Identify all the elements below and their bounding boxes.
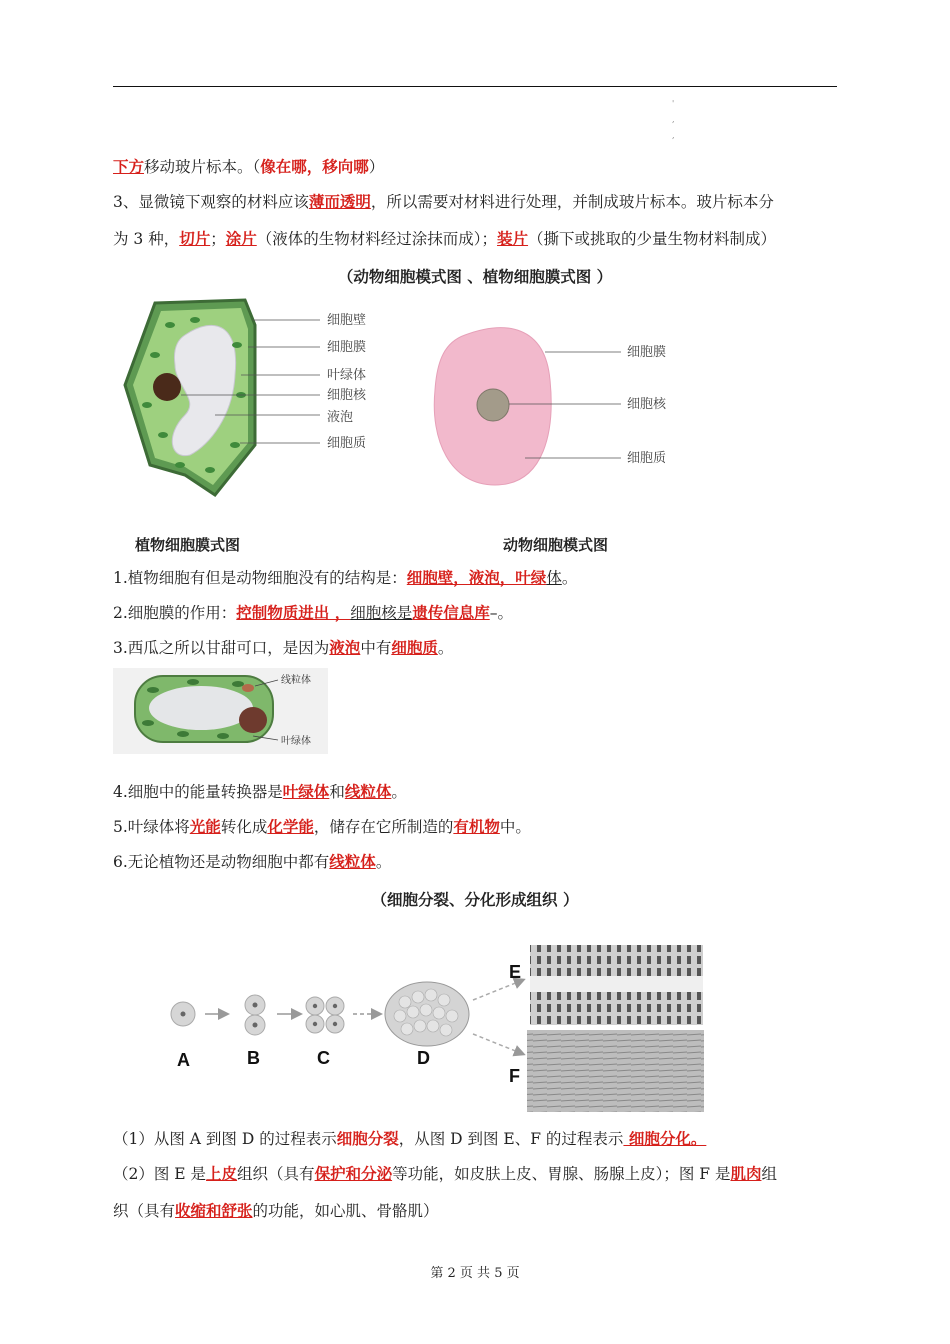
label-chloroplast-small: 叶绿体: [281, 736, 311, 747]
paragraph-1: （1）从图 A 到图 D 的过程表示细胞分裂，从图 D 到图 E、F 的过程表示 细胞分化。: [113, 1129, 707, 1148]
margin-marks: ' , ,: [672, 99, 675, 140]
question-1: 1.植物细胞有但是动物细胞没有的结构是：细胞壁，液泡，叶绿体。: [113, 568, 578, 587]
page-footer: 第 2 页 共 5 页: [430, 1266, 520, 1281]
tissue-f-image: [527, 1030, 704, 1112]
letter-a: A: [177, 1050, 190, 1070]
question-4: 4.细胞中的能量转换器是叶绿体和线粒体。: [113, 782, 407, 801]
cell-division-diagram: [155, 942, 710, 1117]
label-nucleus: 细胞核: [327, 388, 367, 403]
section-title-division: （细胞分裂、分化形成组织 ）: [371, 891, 579, 909]
paragraph-2: （2）图 E 是上皮组织（具有保护和分泌等功能，如皮肤上皮、胃腺、肠腺上皮）；图 F 是肌肉组: [113, 1164, 777, 1183]
question-3: 3.西瓜之所以甘甜可口，是因为液泡中有细胞质。: [113, 638, 454, 657]
caption-plant: 植物细胞膜式图: [135, 536, 241, 554]
question-6: 6.无论植物还是动物细胞中都有线粒体。: [113, 852, 392, 871]
label-vacuole: 液泡: [327, 410, 354, 425]
line-2: 3、显微镜下观察的材料应该薄而透明，所以需要对材料进行处理，并制成玻片标本。玻片标本分: [113, 192, 774, 211]
label-cell-membrane: 细胞膜: [327, 340, 367, 355]
header-rule: [113, 86, 837, 87]
paragraph-3: 织（具有收缩和舒张的功能，如心肌、骨骼肌）: [113, 1201, 439, 1220]
animal-label-membrane: 细胞膜: [627, 345, 667, 360]
animal-label-nucleus: 细胞核: [627, 397, 667, 412]
animal-nucleus: [477, 389, 509, 421]
animal-label-cytoplasm: 细胞质: [627, 451, 667, 466]
letter-f: F: [509, 1066, 520, 1086]
question-2: 2.细胞膜的作用：控制物质进出 ，细胞核是遗传信息库–。: [113, 603, 513, 622]
plant-cell-diagram: [115, 295, 385, 505]
caption-animal: 动物细胞模式图: [503, 536, 609, 554]
label-cytoplasm: 细胞质: [327, 436, 367, 451]
section-title-cell-models: （动物细胞模式图 、植物细胞膜式图 ）: [337, 268, 613, 286]
label-cell-wall: 细胞壁: [327, 313, 367, 328]
letter-b: B: [247, 1048, 260, 1068]
label-mitochondria: 线粒体: [281, 675, 311, 686]
letter-c: C: [317, 1048, 330, 1068]
small-cell-diagram: [113, 668, 328, 754]
letter-e: E: [509, 962, 522, 982]
letter-d: D: [417, 1048, 430, 1068]
question-5: 5.叶绿体将光能转化成化学能，储存在它所制造的有机物中。: [113, 817, 531, 836]
animal-cell-diagram: [425, 320, 675, 490]
nucleus-shape: [153, 373, 181, 401]
line-3: 为 3 种，切片；涂片（液体的生物材料经过涂抹而成）；装片（撕下或挑取的少量生物材料制成）: [113, 229, 777, 248]
line-1: 下方移动玻片标本。（像在哪，移向哪）: [113, 157, 385, 176]
label-chloroplast: 叶绿体: [327, 368, 367, 383]
